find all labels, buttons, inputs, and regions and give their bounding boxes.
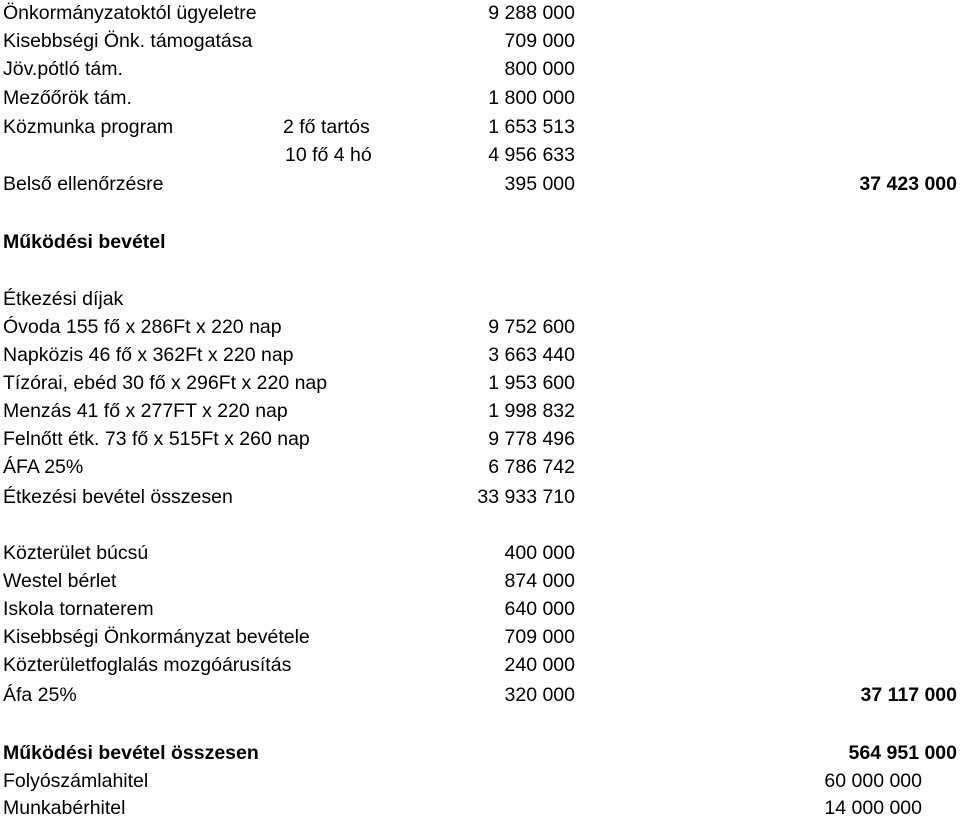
row-amount: 9 288 000 [488,2,575,24]
row-label: Menzás 41 fő x 277FT x 220 nap [3,400,288,422]
row-label: Közmunka program [3,116,174,138]
table-row [0,84,960,112]
row-amount: 800 000 [504,58,575,80]
section-total: 37 117 000 [860,684,957,706]
row-amount: 33 933 710 [477,486,575,508]
row-amount: 6 786 742 [488,456,575,478]
row-amount: 1 800 000 [488,87,575,109]
row-label: Közterületfoglalás mozgóárusítás [3,654,292,676]
row-label: Belső ellenőrzésre [3,173,164,195]
row-amount: 3 663 440 [488,344,575,366]
row-amount: 4 956 633 [488,144,575,166]
row-amount: 640 000 [504,598,575,620]
table-row [0,313,960,341]
row-label: Közterület búcsú [3,542,149,564]
row-label: Napközis 46 fő x 362Ft x 220 nap [3,344,294,366]
table-row [0,27,960,55]
row-amount: 320 000 [504,684,575,706]
table-row [0,453,960,481]
row-label: Munkabérhitel [3,797,126,819]
table-row [0,567,960,595]
table-row [0,113,960,141]
row-label: Folyószámlahitel [3,770,149,792]
row-amount: 9 778 496 [488,428,575,450]
row-label: Áfa 25% [3,684,77,706]
row-amount: 240 000 [504,654,575,676]
row-value: 14 000 000 [824,797,922,819]
table-row [0,425,960,453]
row-amount: 1 998 832 [488,400,575,422]
row-amount: 874 000 [504,570,575,592]
heading-label: Étkezési díjak [3,288,124,310]
row-label: Felnőtt étk. 73 fő x 515Ft x 260 nap [3,428,310,450]
row-amount: 400 000 [504,542,575,564]
table-row [0,483,960,511]
table-row [0,55,960,83]
table-row [0,369,960,397]
row-amount: 1 653 513 [488,116,575,138]
row-label: Jöv.pótló tám. [3,58,123,80]
table-row [0,141,960,169]
row-sublabel: 10 fő 4 hó [285,144,372,166]
row-label: ÁFA 25% [3,456,84,478]
heading-label: Működési bevétel [3,231,166,253]
table-row [0,0,960,27]
table-row [0,539,960,567]
table-row [0,767,960,795]
row-amount: 9 752 600 [488,316,575,338]
table-row [0,681,960,709]
row-amount: 1 953 600 [488,372,575,394]
section-total: 37 423 000 [859,173,957,195]
row-label: Kisebbségi Önkormányzat bevétele [3,626,310,648]
row-label: Önkormányzatoktól ügyeletre [3,2,257,24]
row-amount: 709 000 [504,626,575,648]
grand-total-row [0,739,960,767]
row-label: Tízórai, ebéd 30 fő x 296Ft x 220 nap [3,372,328,394]
row-label: Westel bérlet [3,570,117,592]
section-heading [0,228,960,256]
table-row [0,794,960,822]
row-amount: 395 000 [504,173,575,195]
row-amount: 709 000 [504,30,575,52]
row-label: Étkezési bevétel összesen [3,486,233,508]
table-row [0,397,960,425]
table-row [0,170,960,198]
row-value: 60 000 000 [824,770,922,792]
table-row [0,341,960,369]
grand-total-value: 564 951 000 [848,742,957,764]
table-row [0,595,960,623]
table-row [0,651,960,679]
row-label: Kisebbségi Önk. támogatása [3,30,253,52]
row-sublabel: 2 fő tartós [283,116,370,138]
row-label: Mezőőrök tám. [3,87,132,109]
row-label: Iskola tornaterem [3,598,154,620]
table-row [0,623,960,651]
grand-total-label: Működési bevétel összesen [3,742,259,764]
subsection-heading [0,285,960,313]
row-label: Óvoda 155 fő x 286Ft x 220 nap [3,316,282,338]
